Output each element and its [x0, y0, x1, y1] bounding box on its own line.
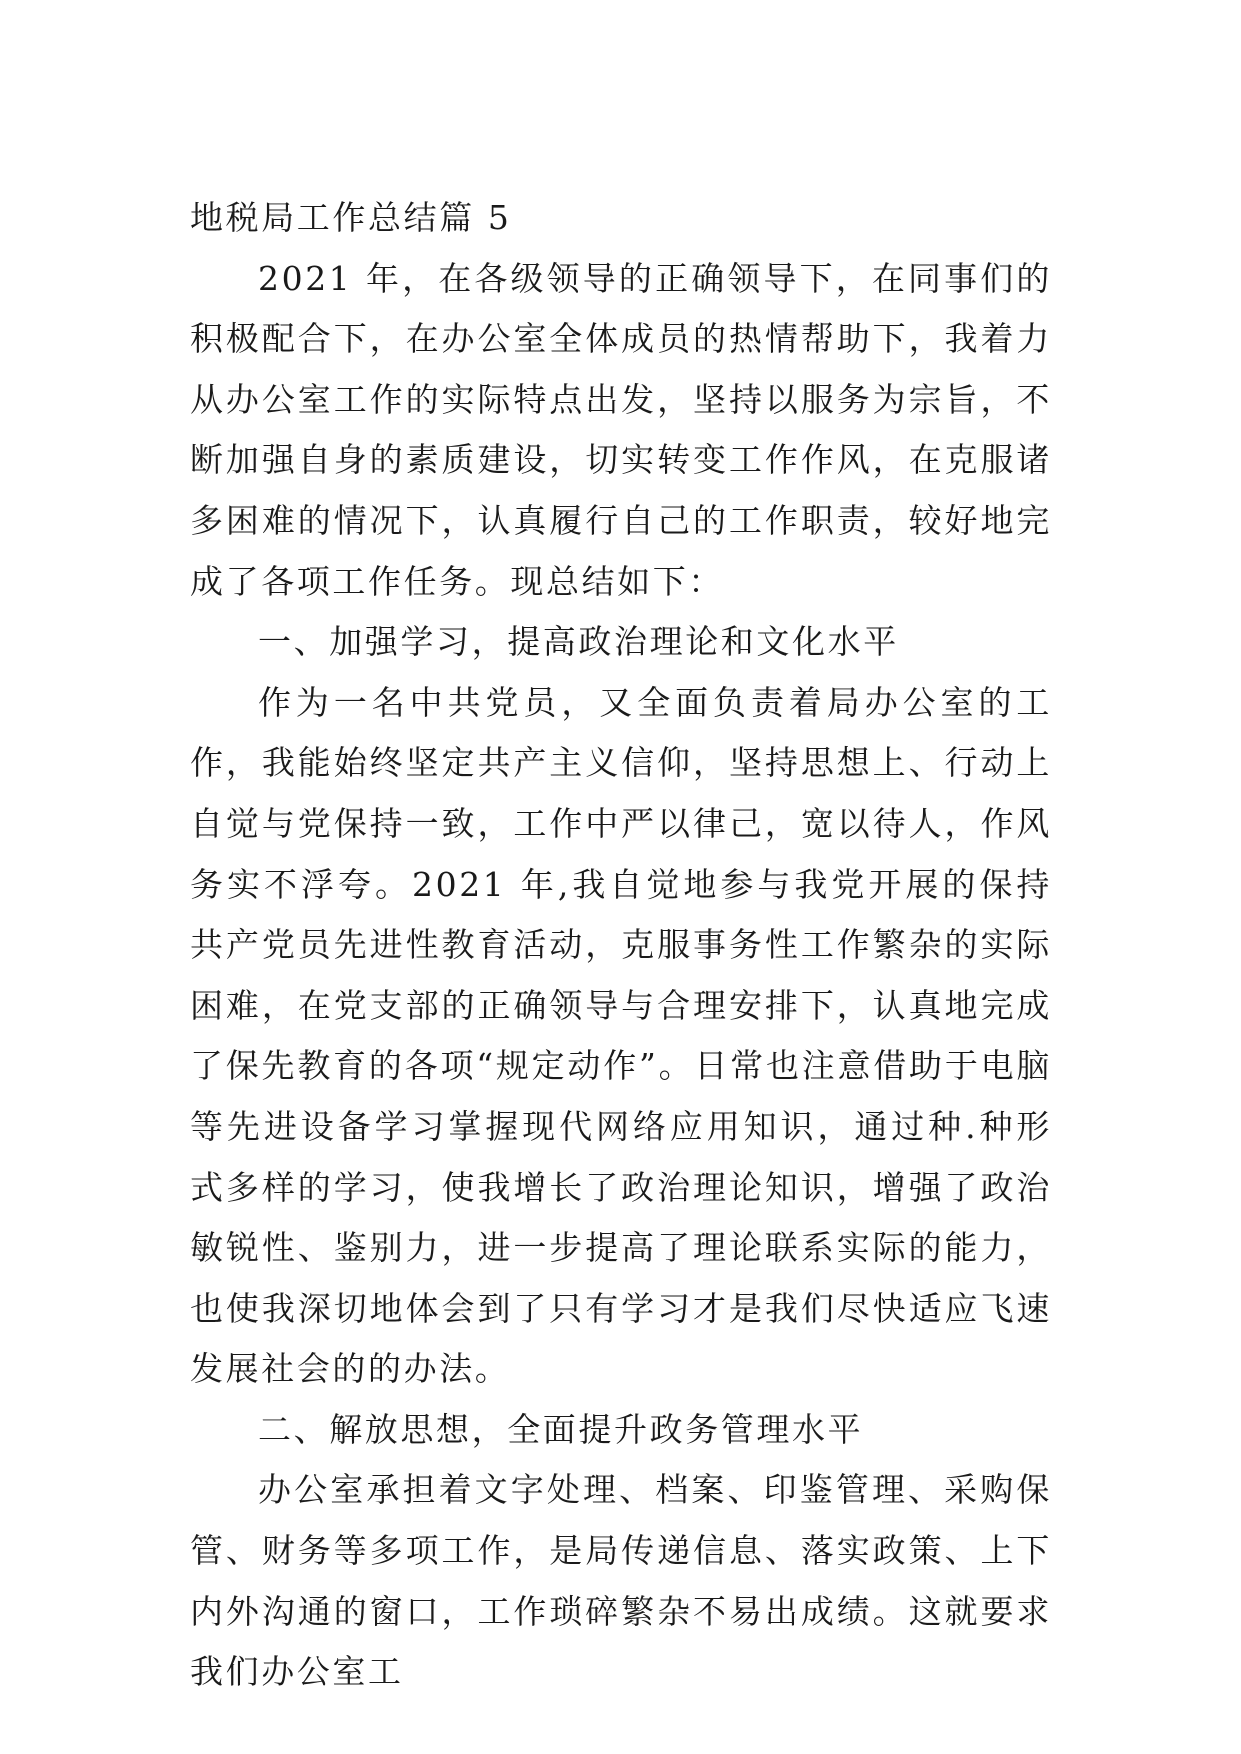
- section-heading-1: 一、加强学习，提高政治理论和文化水平: [258, 622, 899, 662]
- intro-paragraph: 2021 年，在各级领导的正确领导下，在同事们的积极配合下，在办公室全体成员的热情帮助下，我着力从办公室工作的实际特点出发，坚持以服务为宗旨，不断加强自身的素质建设，切实转变工作作风，在克服诸多困难的情况下，认真履行自己的工作职责，较好地完成了各项工作任务。现总结如下：: [190, 258, 1052, 601]
- document-body: [190, 188, 1052, 1703]
- section-2-paragraph: 办公室承担着文字处理、档案、印鉴管理、采购保管、财务等多项工作，是局传递信息、落实政策、上下内外沟通的窗口，工作琐碎繁杂不易出成绩。这就要求我们办公室工: [190, 1470, 1052, 1692]
- section-heading-2: 二、解放思想，全面提升政务管理水平: [258, 1409, 864, 1449]
- document-title: 地税局工作总结篇 5: [190, 198, 512, 237]
- section-1-paragraph: 作为一名中共党员，又全面负责着局办公室的工作，我能始终坚定共产主义信仰，坚持思想上、行动上自觉与党保持一致，工作中严以律己，宽以待人，作风务实不浮夸。2021 年,我自觉地参与我党开展的保持共产党员先进性教育活动，克服事务性工作繁杂的实际困难，在党支部的正确领导与合理安排下，认真地完成了保先教育的各项“规定动作”。日常也注意借助于电脑等先进设备学习掌握现代网络应用知识，通过种.种形式多样的学习，使我增长了政治理论知识，增强了政治敏锐性、鉴别力，进一步提高了理论联系实际的能力，也使我深切地体会到了只有学习才是我们尽快适应飞速发展社会的的办法。: [190, 682, 1052, 1389]
